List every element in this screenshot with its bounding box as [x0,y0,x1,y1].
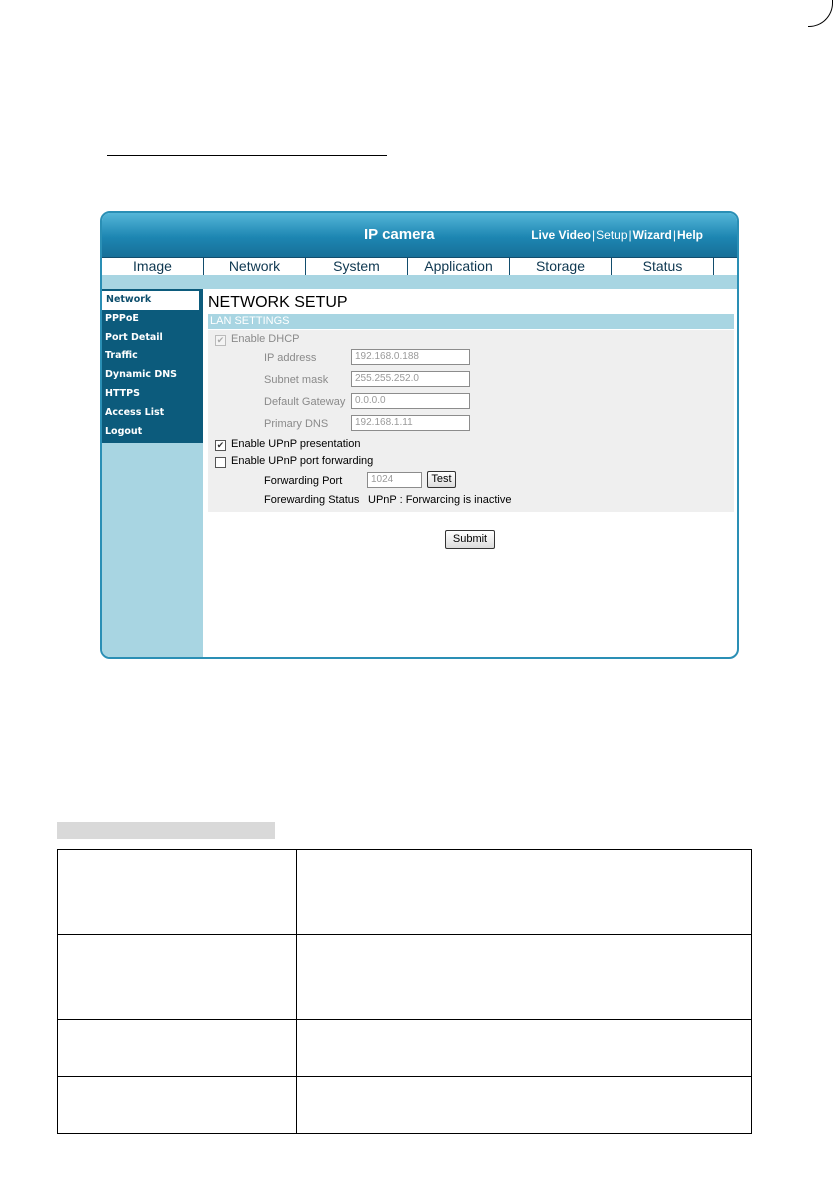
camera-header [102,213,737,257]
forwarding-status-label: Forewarding Status [264,494,360,506]
menu-status[interactable]: Status [612,258,714,275]
sidebar-nav [102,289,203,443]
sidebar-item-https[interactable]: HTTPS [105,387,140,399]
page-corner-mark [808,0,833,27]
heading-underline [107,155,387,156]
subnet-mask-label: Subnet mask [264,374,329,386]
sidebar-item-access-list[interactable]: Access List [105,406,165,418]
subnet-mask-field[interactable]: 255.255.252.0 [351,371,470,387]
sidebar-item-port-detail[interactable]: Port Detail [105,331,163,343]
enable-dhcp-label: Enable DHCP [231,333,300,345]
menu-system[interactable]: System [306,258,408,275]
table-cell [297,1077,752,1134]
upnp-presentation-checkbox[interactable]: ✔ [216,440,225,450]
camera-title: IP camera [364,226,435,243]
submit-button[interactable]: Submit [445,530,495,549]
sidebar-item-traffic[interactable]: Traffic [105,350,138,362]
sidebar-item-dynamic-dns[interactable]: Dynamic DNS [105,369,178,381]
table-cell [58,1020,297,1077]
table-row [58,850,752,935]
primary-dns-field[interactable]: 192.168.1.11 [351,415,470,431]
link-separator: | [628,228,632,242]
wizard-link[interactable]: Wizard [632,228,672,242]
menu-application[interactable]: Application [408,258,510,275]
live-video-link[interactable]: Live Video [531,228,592,242]
main-menu [102,257,737,276]
table-cell [297,935,752,1020]
description-table [57,849,752,1134]
default-gateway-label: Default Gateway [264,396,346,408]
table-row [58,1020,752,1077]
setup-link[interactable]: Setup [596,228,628,242]
default-gateway-field[interactable]: 0.0.0.0 [351,393,470,409]
menu-storage[interactable]: Storage [510,258,612,275]
sidebar-item-pppoe[interactable]: PPPoE [105,312,139,324]
table-row [58,1077,752,1134]
top-links [531,228,703,242]
page-title: NETWORK SETUP [208,294,348,311]
lan-settings-panel [208,330,734,512]
upnp-port-forwarding-checkbox[interactable] [215,457,226,468]
table-cell [58,1077,297,1134]
section-title: LAN SETTINGS [208,314,734,329]
table-cell [297,850,752,935]
test-button[interactable]: Test [427,471,456,488]
table-row [58,935,752,1020]
menu-image[interactable]: Image [102,258,204,275]
sidebar [102,289,203,659]
upnp-presentation-label: Enable UPnP presentation [231,438,361,450]
highlight-bar [57,822,275,839]
link-separator: | [672,228,676,242]
menu-strip [102,275,737,289]
forwarding-port-label: Forwarding Port [264,475,343,487]
link-separator: | [592,228,596,242]
sidebar-item-logout[interactable]: Logout [105,425,143,437]
table-cell [297,1020,752,1077]
menu-network[interactable]: Network [204,258,306,275]
table-cell [58,935,297,1020]
primary-dns-label: Primary DNS [264,418,329,430]
upnp-port-forwarding-label: Enable UPnP port forwarding [231,455,374,467]
camera-setup-screenshot [100,211,739,659]
enable-dhcp-checkbox[interactable]: ✔ [216,335,225,345]
help-link[interactable]: Help [676,228,703,242]
ip-address-field[interactable]: 192.168.0.188 [351,349,470,365]
table-cell [58,850,297,935]
forwarding-port-field[interactable]: 1024 [367,472,422,488]
forwarding-status-value: UPnP : Forwarcing is inactive [368,494,512,506]
sidebar-item-network[interactable]: Network [102,291,199,310]
ip-address-label: IP address [264,352,317,364]
